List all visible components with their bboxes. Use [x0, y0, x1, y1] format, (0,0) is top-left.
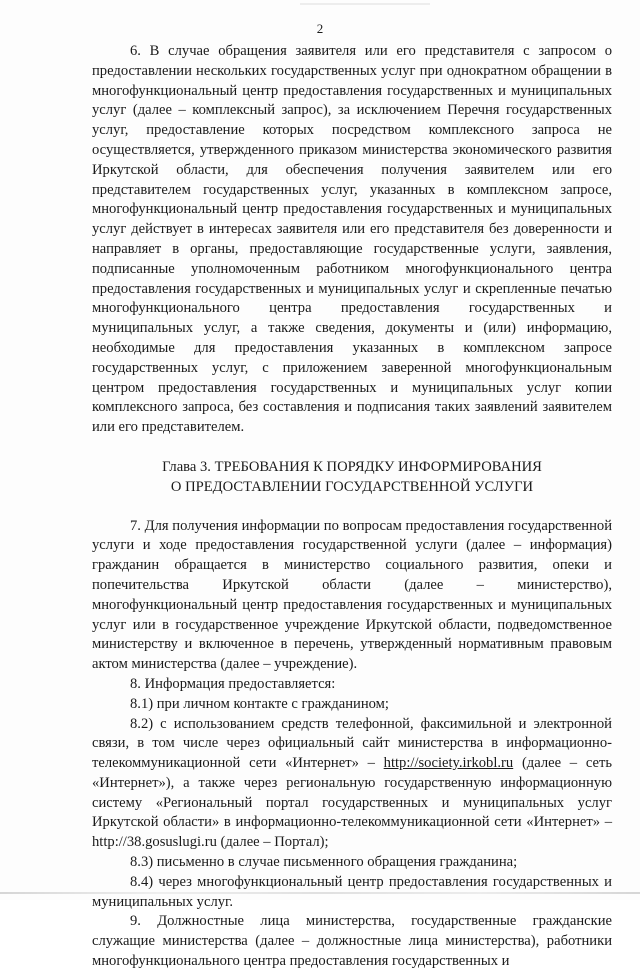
item-8-3: 8.3) письменно в случае письменного обращения гражданина;: [130, 854, 518, 871]
scan-artifact-bottom: [0, 892, 640, 894]
scan-artifact-top: [300, 3, 430, 5]
item-8-2-text-after: (далее – сеть «Интернет»), а также через региональную государственную информационную систему «Региональный портал государственных и муниципальных услуг Иркутской области» в информационно-телекоммуникационной сети «Интернет» – http://38.gosuslugi.ru (далее – Портал);: [92, 755, 612, 851]
item-8-4: 8.4) через многофункциональный центр предоставления государственных и муниципальных услуг.: [92, 873, 612, 910]
chapter-heading: [92, 458, 612, 498]
item-8-1: 8.1) при личном контакте с гражданином;: [130, 695, 389, 712]
document-body: [92, 42, 612, 972]
paragraph-7: 7. Для получения информации по вопросам предоставления государственной услуги и ходе предоставления государственной услуги (далее – информация) гражданин обращается в министерство социального развития, опеки и попечительства Иркутской области (далее – министерство), многофункциональный центр предоставления государственных и муниципальных услуг или в государственное учреждение Иркутской области, подведомственное министерству и включенное в перечень, утвержденный нормативным правовым актом министерства (далее – учреждение).: [92, 517, 612, 673]
chapter-heading-line-2: О ПРЕДОСТАВЛЕНИИ ГОСУДАРСТВЕННОЙ УСЛУГИ: [170, 478, 534, 495]
ministry-website-link[interactable]: http://society.irkobl.ru: [383, 755, 514, 772]
paragraph-6: 6. В случае обращения заявителя или его представителя с запросом о предоставлении нескольких государственных услуг при однократном обращении в многофункциональный центр предоставления государственных и муниципальных услуг (далее – комплексный запрос), за исключением Перечня государственных услуг, предоставление которых посредством комплексного запроса не осуществляется, утвержденного приказом министерства экономического развития Иркутской области, для обеспечения получения заявителем или его представителем государственных услуг, указанных в комплексном запросе, многофункциональный центр предоставления государственных и муниципальных услуг действует в интересах заявителя или его представителя без доверенности и направляет в органы, предоставляющие государственные услуги, заявления, подписанные уполномоченным работником многофункционального центра предоставления государственных и муниципальных услуг и скрепленные печатью многофункционального центра предоставления государственных и муниципальных услуг, а также сведения, документы и (или) информацию, необходимые для предоставления указанных в комплексном запросе государственных услуг, с приложением заверенной многофункциональным центром предоставления государственных и муниципальных услуг копии комплексного запроса, без составления и подписания таких заявлений заявителем или его представителем.: [92, 43, 612, 436]
item-8-2-text-before: 8.2) с использованием средств телефонной, факсимильной и электронной связи, в том числе через официальный сайт министерства в информационно-телекоммуникационной сети «Интернет» –: [92, 715, 612, 772]
page-number: 2: [316, 21, 324, 36]
paragraph-8: 8. Информация предоставляется:: [130, 675, 336, 692]
paragraph-9: 9. Должностные лица министерства, государственные гражданские служащие министерства (далее – должностные лица министерства), работники многофункционального центра предоставления государственных и: [92, 913, 612, 970]
item-8-2: [92, 715, 612, 854]
chapter-heading-line-1: Глава 3. ТРЕБОВАНИЯ К ПОРЯДКУ ИНФОРМИРОВАНИЯ: [162, 458, 542, 475]
